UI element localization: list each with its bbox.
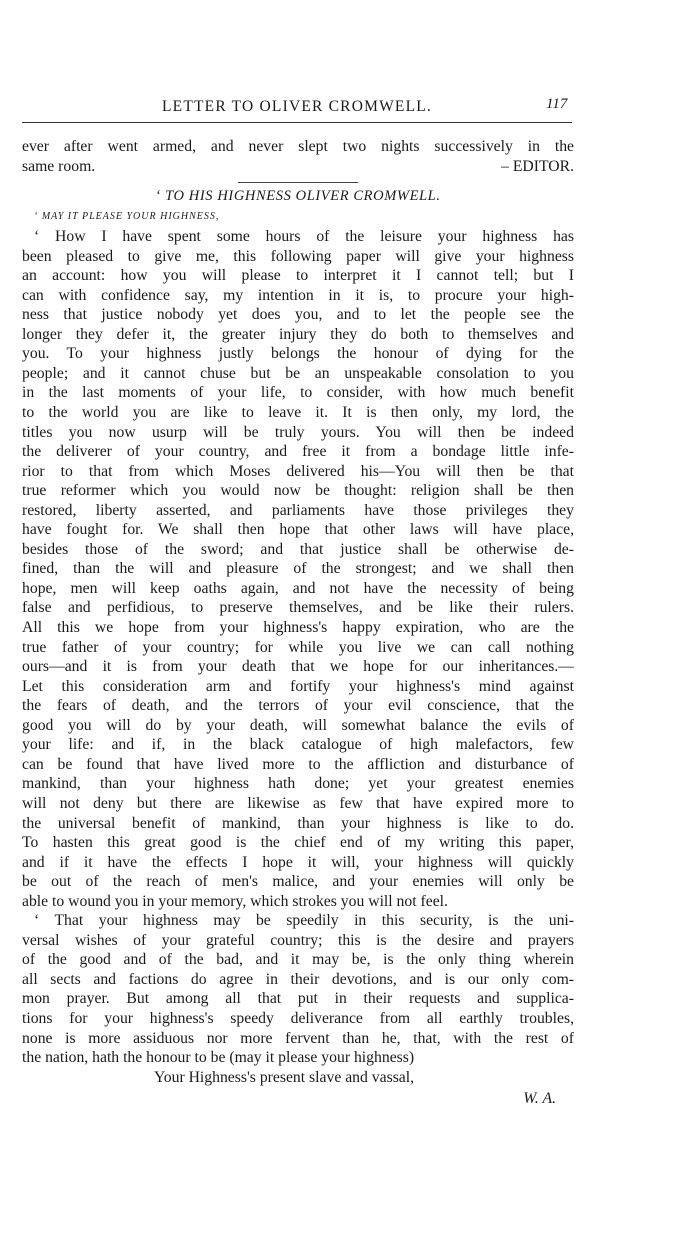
text-line: mankind, than your highness hath done; yet your greatest enemies [22,775,574,793]
text-line: been pleased to give me, this following paper will give your highness [22,247,574,265]
text-line: the deliverer of your country, and free it from a bondage little infe- [22,443,574,461]
text-line: the nation, hath the honour to be (may it please your highness) [22,1049,415,1067]
letter-paragraph-2 [22,911,574,1067]
text-line: and if it have the effects I hope it will, your highness will quickly [22,853,574,871]
text-line: an account: how you will please to interpret it I cannot tell; but I [22,267,574,285]
text-line: hope, men will keep oaths again, and not have the necessity of being [22,579,574,597]
text-line: be out of the reach of men's malice, and your enemies will only be [22,873,574,891]
text-line: titles you now usurp will be truly yours. You will then be indeed [22,423,574,441]
text-line: your life: and if, in the black catalogue of high malefactors, few [22,736,574,754]
letter-title: ‘ TO HIS HIGHNESS OLIVER CROMWELL. [155,188,441,205]
text-line: can be found that have lived more to the affliction and disturbance of [22,755,574,773]
letter-salutation: ‘ MAY IT PLEASE YOUR HIGHNESS, [34,211,220,223]
running-header: LETTER TO OLIVER CROMWELL. [22,98,572,123]
intro-line: ever after went armed, and never slept two nights successively in the [22,138,574,155]
text-line: true reformer which you would now be thought: religion shall be then [22,482,574,500]
text-line: ‘ That your highness may be speedily in this security, is the uni- [34,912,574,930]
letter-closing: Your Highness's present slave and vassal, [154,1068,415,1086]
text-line: fined, than the will and pleasure of the strongest; and we shall then [22,560,574,578]
editor-credit: – EDITOR. [501,157,574,175]
text-line: ness that justice nobody yet does you, and to let the people see the [22,306,574,324]
text-line: can with confidence say, my intention in it is, to procure your high- [22,286,574,304]
text-line: All this we hope from your highness's happy expiration, who are the [22,619,574,637]
text-line: mon prayer. But among all that put in their requests and supplica- [22,990,574,1008]
text-line: To hasten this great good is the chief end of my writing this paper, [22,834,574,852]
text-line: have fought for. We shall then hope that other laws will have place, [22,521,574,539]
text-line: of the good and of the bad, and it may be, is the only thing wherein [22,951,574,969]
section-divider [238,182,358,183]
page-body [22,137,574,1110]
text-line: restored, liberty asserted, and parliaments have those privileges they [22,501,574,519]
text-line: besides those of the sword; and that justice shall be otherwise de- [22,540,574,558]
text-line: to the world you are like to leave it. It is then only, my lord, the [22,404,574,422]
text-line: versal wishes of your grateful country; this is the desire and prayers [22,931,574,949]
text-line: ours—and it is from your death that we hope for our inheritances.— [22,658,574,676]
intro-line-end: same room. [22,157,96,175]
text-line: true father of your country; for while you live we can call nothing [22,638,574,656]
text-line: good you will do by your death, will somewhat balance the evils of [22,716,574,734]
page-number: 117 [546,96,568,112]
text-line: false and perfidious, to preserve themselves, and be like their rulers. [22,599,574,617]
text-line: you. To your highness justly belongs the honour of dying for the [22,345,574,363]
intro-line-editor [22,157,574,177]
text-line: ‘ How I have spent some hours of the leisure your highness has [34,228,574,246]
text-line: Let this consideration arm and fortify your highness's mind against [22,677,574,695]
text-line: none is more assiduous nor more fervent than he, that, with the rest of [22,1029,574,1047]
text-line: rior to that from which Moses delivered his—You will then be that [22,462,574,480]
text-line: in the last moments of your life, to consider, with how much benefit [22,384,574,402]
text-line: all sects and factions do agree in their devotions, and is our only com- [22,970,574,988]
text-line: the fears of death, and the terrors of your evil conscience, that the [22,697,574,715]
text-line: able to wound you in your memory, which strokes you will not feel. [22,892,448,910]
letter-signature: W. A. [523,1089,556,1107]
letter-paragraph-1 [22,227,574,911]
text-line: longer they defer it, the greater injury they do both to themselves and [22,325,574,343]
text-line: the universal benefit of mankind, than your highness is like to do. [22,814,574,832]
text-line: will not deny but there are likewise as few that have expired more to [22,794,574,812]
text-line: people; and it cannot chuse but be an unspeakable consolation to you [22,364,574,382]
text-line: tions for your highness's speedy deliverance from all earthly troubles, [22,1009,574,1027]
